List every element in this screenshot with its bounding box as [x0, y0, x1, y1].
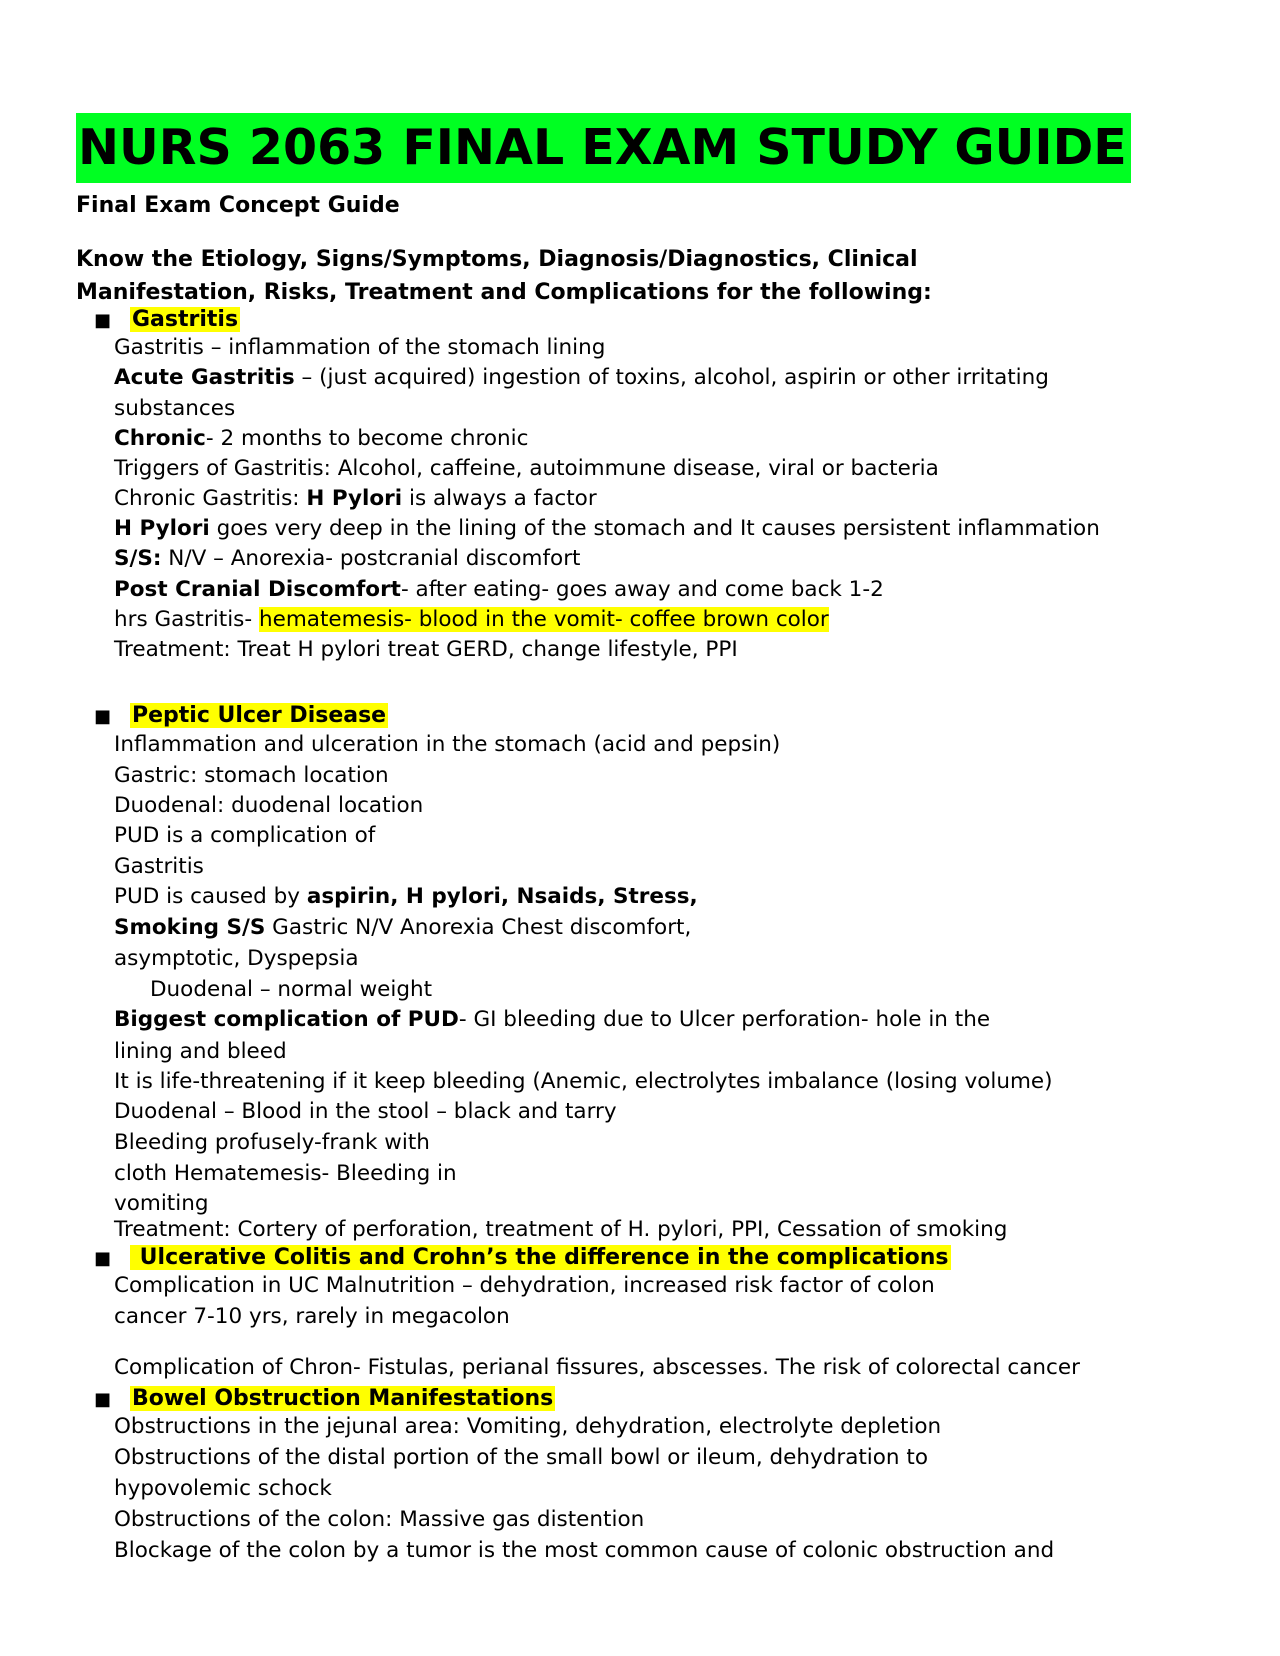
text-line: H Pylori goes very deep in the lining of the stomach and It causes persistent inflammation [114, 516, 1100, 541]
heading-uc-crohns: Ulcerative Colitis and Crohn’s the difference in the complications [132, 1245, 949, 1270]
text-line: Inflammation and ulceration in the stomach (acid and pepsin) [114, 732, 781, 757]
document-title: NURS 2063 FINAL EXAM STUDY GUIDE [76, 113, 1131, 183]
highlighted-text: hematemesis- blood in the vomit- coffee brown color [258, 607, 829, 632]
text-line: asymptotic, Dyspepsia [114, 946, 359, 971]
text-line: Blockage of the colon by a tumor is the most common cause of colonic obstruction and [114, 1538, 1055, 1563]
section-heading-bowel-obstruction [94, 1385, 555, 1413]
text-line: S/S: N/V – Anorexia- postcranial discomfort [114, 546, 581, 571]
bullet-square-icon: ■ [94, 705, 112, 727]
text-line: cancer 7-10 yrs, rarely in megacolon [114, 1304, 510, 1329]
text-line: Triggers of Gastritis: Alcohol, caffeine, autoimmune disease, viral or bacteria [114, 456, 939, 481]
text-line: Chronic Gastritis: H Pylori is always a factor [114, 486, 597, 511]
bullet-square-icon: ■ [94, 309, 112, 331]
text-line: Chronic- 2 months to become chronic [114, 426, 529, 451]
heading-gastritis: Gastritis [132, 307, 239, 332]
intro-text [76, 243, 1236, 309]
text-line: lining and bleed [114, 1039, 287, 1064]
section-heading-pud [94, 702, 388, 730]
section-heading-gastritis [94, 306, 240, 334]
text-line: Smoking S/S Gastric N/V Anorexia Chest discomfort, [114, 915, 692, 940]
text-line: hrs Gastritis- hematemesis- blood in the vomit- coffee brown color [114, 607, 829, 632]
intro-line-1: Know the Etiology, Signs/Symptoms, Diagnosis/Diagnostics, Clinical [76, 247, 918, 272]
text-line: Obstructions of the colon: Massive gas distention [114, 1507, 645, 1532]
text-line: Treatment: Cortery of perforation, treatment of H. pylori, PPI, Cessation of smoking [114, 1217, 1008, 1242]
text-line: Gastritis – inflammation of the stomach lining [114, 335, 606, 360]
text-line: vomiting [114, 1191, 209, 1216]
text-line: Acute Gastritis – (just acquired) ingestion of toxins, alcohol, aspirin or other irritating [114, 365, 1049, 390]
section-heading-uc-crohns [94, 1244, 951, 1272]
text-line: Duodenal – normal weight [150, 977, 433, 1002]
text-line: Obstructions in the jejunal area: Vomiting, dehydration, electrolyte depletion [114, 1414, 942, 1439]
text-line: hypovolemic schock [114, 1476, 332, 1501]
text-line: Gastritis [114, 854, 204, 879]
text-line: Duodenal – Blood in the stool – black and tarry [114, 1099, 617, 1124]
text-line: PUD is a complication of [114, 823, 376, 848]
text-line: Gastric: stomach location [114, 763, 389, 788]
bullet-square-icon: ■ [94, 1388, 112, 1410]
text-line: Complication of Chron- Fistulas, perianal fissures, abscesses. The risk of colorectal cancer [114, 1355, 1080, 1380]
text-line: Complication in UC Malnutrition – dehydration, increased risk factor of colon [114, 1273, 935, 1298]
subtitle: Final Exam Concept Guide [76, 193, 400, 218]
text-line: Post Cranial Discomfort- after eating- goes away and come back 1-2 [114, 577, 884, 602]
text-line: Obstructions of the distal portion of the small bowl or ileum, dehydration to [114, 1445, 928, 1470]
text-line: cloth Hematemesis- Bleeding in [114, 1161, 457, 1186]
intro-line-2: Manifestation, Risks, Treatment and Complications for the following: [76, 280, 932, 305]
text-line: It is life-threatening if it keep bleeding (Anemic, electrolytes imbalance (losing volume) [114, 1069, 1053, 1094]
text-line: PUD is caused by aspirin, H pylori, Nsaids, Stress, [114, 884, 698, 909]
heading-pud: Peptic Ulcer Disease [132, 703, 387, 728]
text-line: Treatment: Treat H pylori treat GERD, change lifestyle, PPI [114, 637, 738, 662]
heading-bowel-obstruction: Bowel Obstruction Manifestations [132, 1386, 554, 1411]
title-block [76, 113, 1131, 183]
text-line: Bleeding profusely-frank with [114, 1130, 430, 1155]
text-line: Biggest complication of PUD- GI bleeding due to Ulcer perforation- hole in the [114, 1007, 991, 1032]
text-line: Duodenal: duodenal location [114, 793, 424, 818]
bullet-square-icon: ■ [94, 1247, 112, 1269]
text-line: substances [114, 396, 236, 421]
